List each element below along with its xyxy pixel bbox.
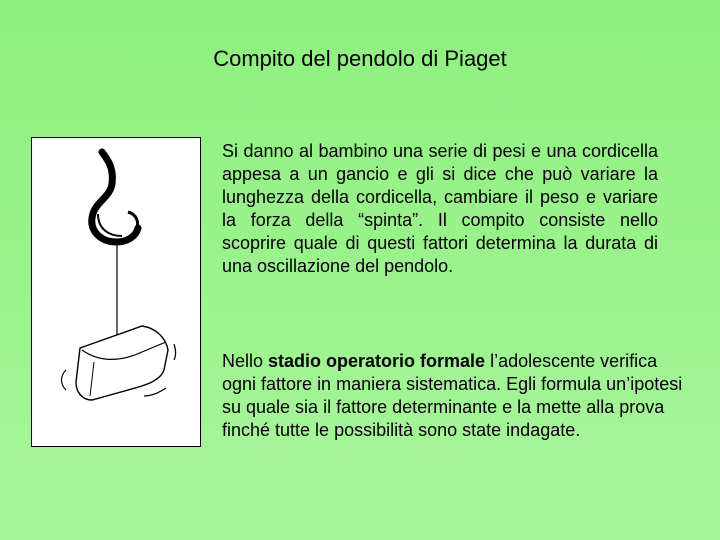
motion-mark-right-bottom	[144, 388, 166, 396]
hook-shape	[92, 152, 138, 242]
motion-mark-right-top	[174, 344, 176, 360]
slide-title	[0, 44, 720, 74]
pendulum-illustration	[31, 137, 201, 447]
weight-block	[76, 326, 168, 400]
paragraph-formal-stage	[222, 350, 692, 442]
pendulum-drawing	[32, 138, 200, 446]
hook-inner-stroke	[98, 214, 122, 236]
motion-mark-left	[62, 370, 67, 390]
slide-title-text: Compito del pendolo di Piaget	[213, 46, 507, 71]
hook-tip	[128, 212, 138, 230]
paragraph-task-description: Si danno al bambino una serie di pesi e una cordicella appesa a un gancio e gli si dice che può variare la lunghezza della cordicella, cambiare il peso e variare la forza della “spinta”. Il compito consiste nello scoprire quale di questi fattori determina la durata di una oscillazione del pendolo.	[222, 141, 658, 276]
paragraph-formal-stage-after: l’adolescente verifica ogni fattore in maniera sistematica. Egli formula un’ipotesi su quale sia il fattore determinante e la mette alla prova finché tutte le possibilità sono state indagate.	[222, 351, 683, 440]
formal-stage-term: stadio operatorio formale	[268, 351, 486, 371]
paragraph-formal-stage-before: Nello	[222, 351, 269, 371]
